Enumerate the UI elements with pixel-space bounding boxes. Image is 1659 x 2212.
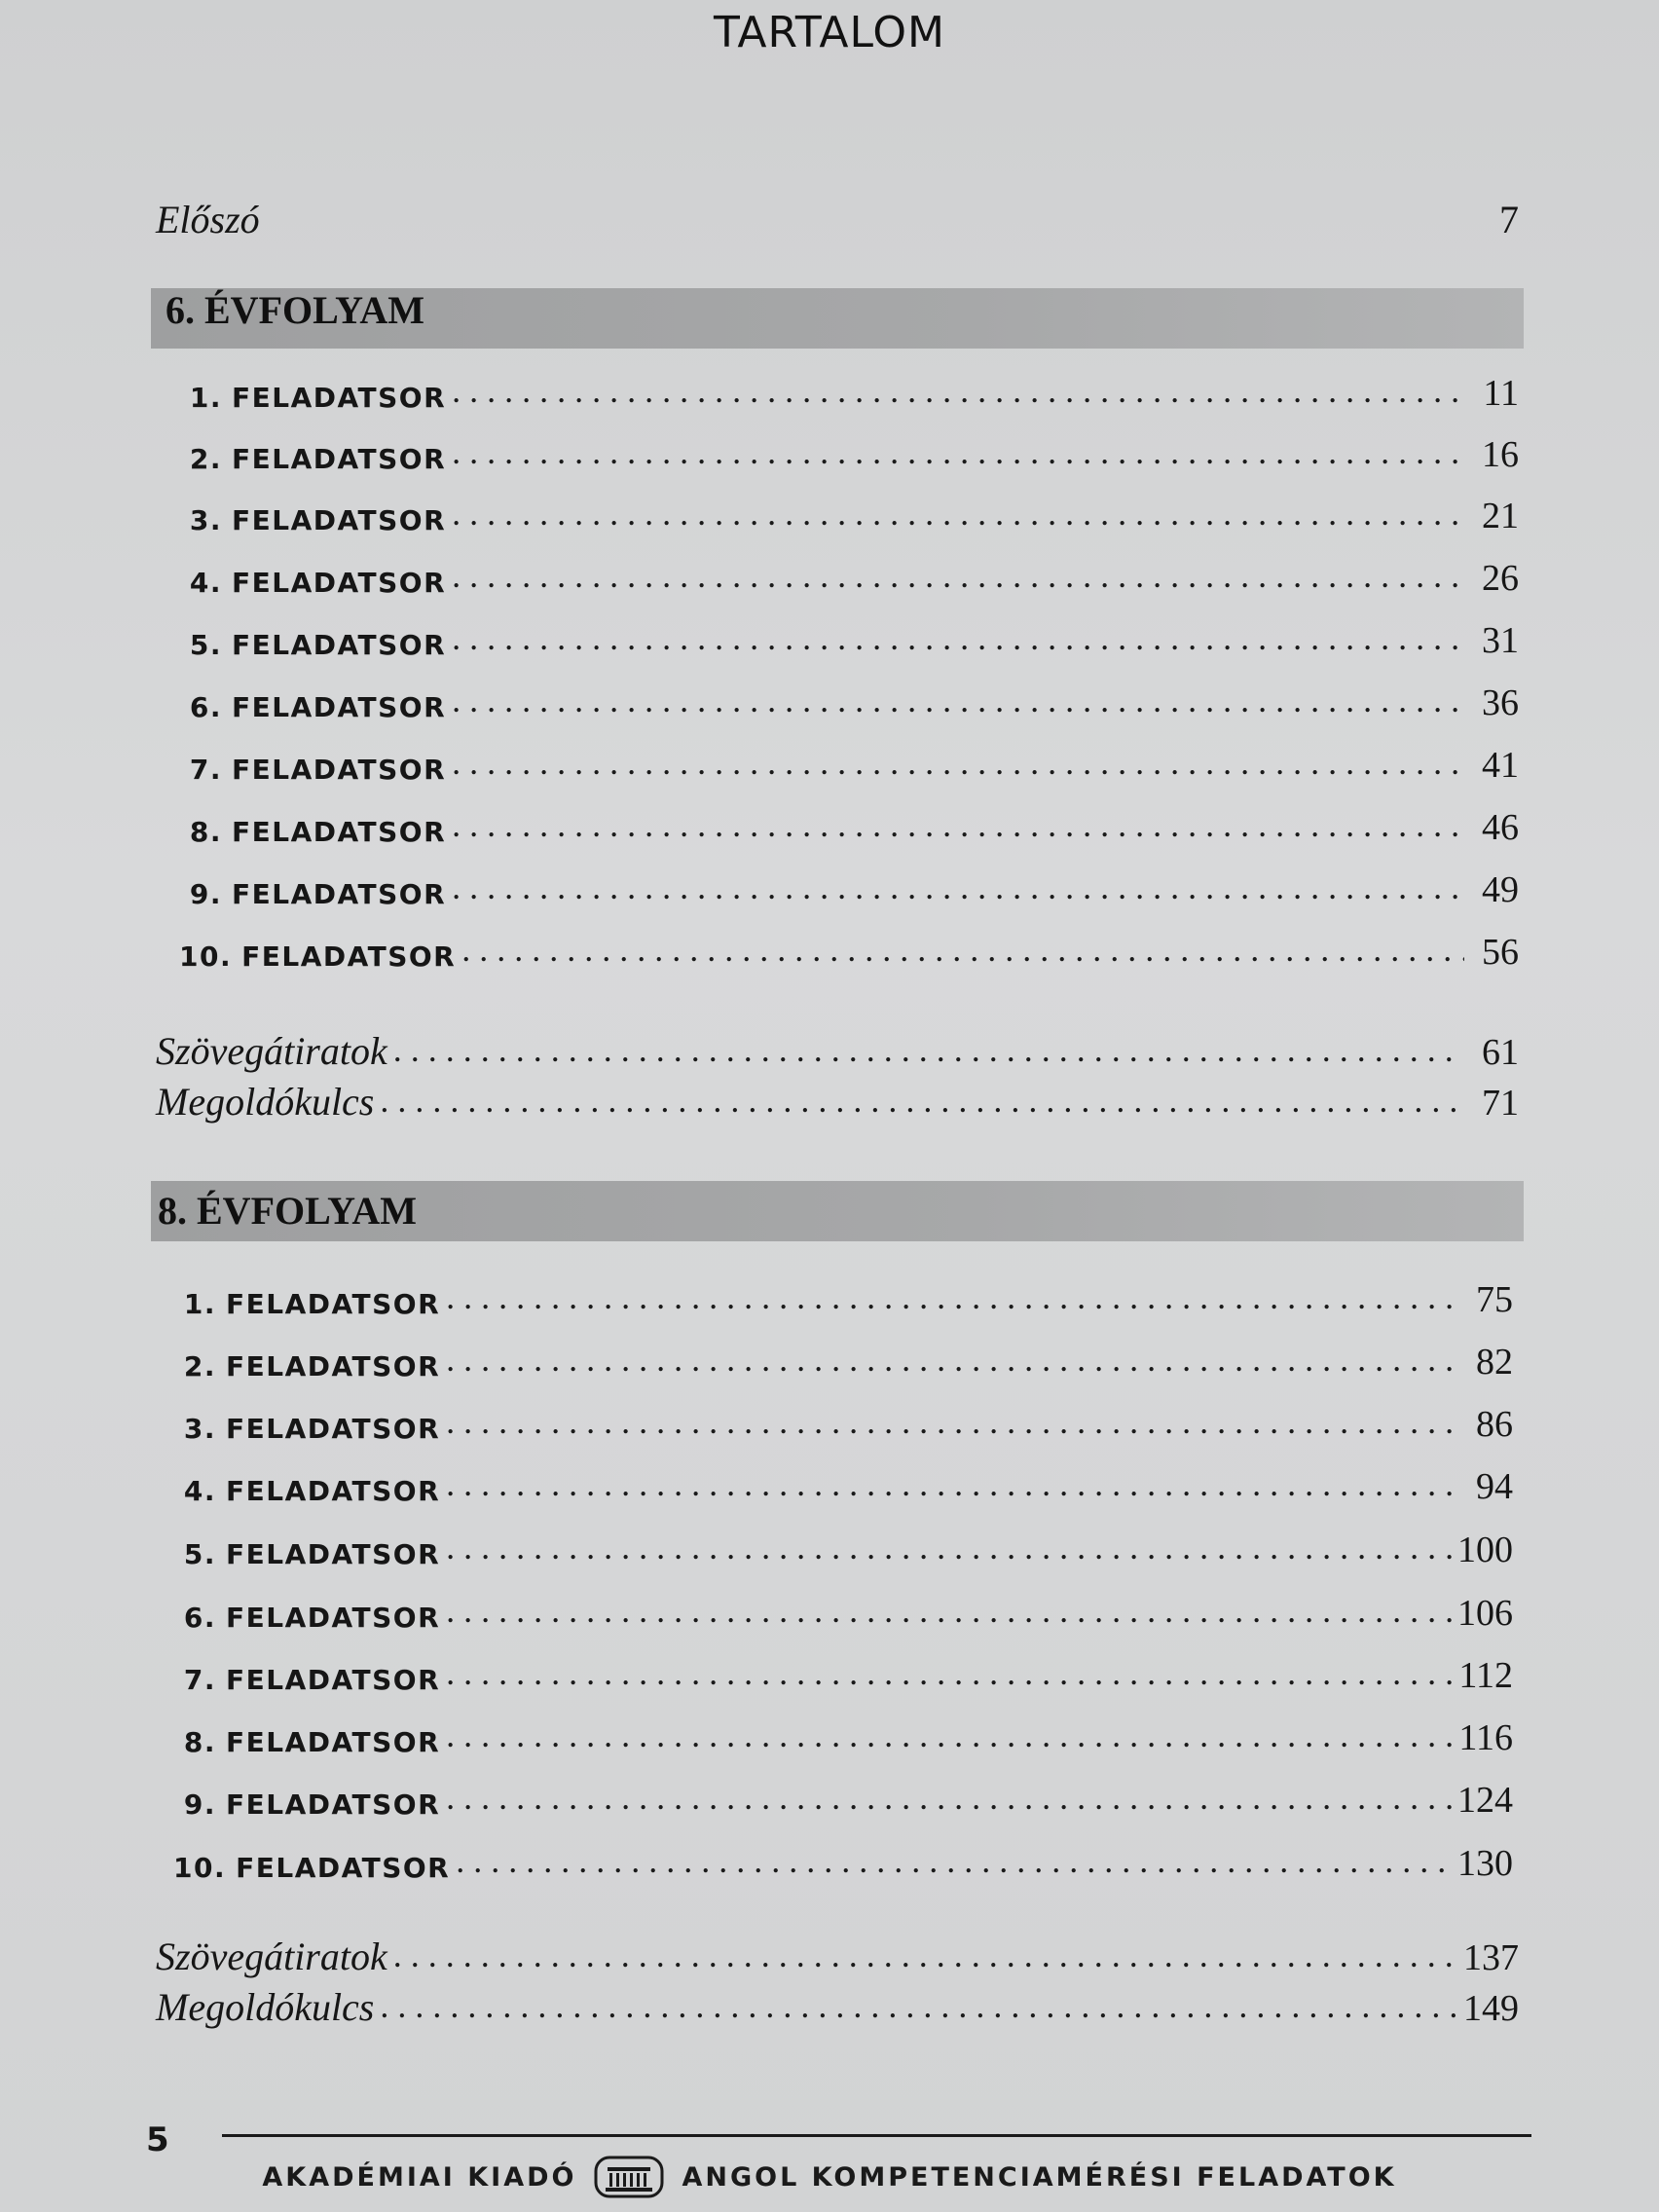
toc-entry-feladatsor[interactable] bbox=[156, 663, 1519, 721]
toc-entry-text: FELADATSOR bbox=[232, 382, 447, 414]
dot-leader bbox=[446, 1593, 1452, 1628]
toc-entry-page: 100 bbox=[1457, 1530, 1513, 1570]
toc-entry-feladatsor[interactable] bbox=[156, 788, 1519, 846]
toc-entry-text: FELADATSOR bbox=[232, 878, 447, 910]
toc-entry-number: 8. bbox=[183, 1726, 216, 1758]
toc-entry-label bbox=[150, 1604, 440, 1632]
toc-entry-page: 31 bbox=[1482, 620, 1519, 661]
toc-entry-number: 3. bbox=[189, 504, 222, 536]
toc-entry-text: FELADATSOR bbox=[232, 691, 447, 723]
toc-entry-label bbox=[150, 1475, 441, 1507]
toc-entry-number: 7. bbox=[183, 1664, 216, 1696]
toc-entry-number: 1. bbox=[183, 1288, 216, 1320]
toc-entry-label: Szövegátiratok bbox=[156, 1935, 387, 1978]
dot-leader bbox=[446, 1342, 1458, 1377]
toc-entry-label bbox=[150, 1852, 451, 1884]
toc-entry-label bbox=[150, 1538, 441, 1570]
toc-entry-page: 49 bbox=[1482, 869, 1519, 910]
dot-leader bbox=[456, 1843, 1452, 1878]
toc-entry-text: FELADATSOR bbox=[226, 1413, 441, 1445]
toc-entry-text: FELADATSOR bbox=[226, 1288, 441, 1320]
toc-entry-label bbox=[156, 443, 447, 475]
toc-entry-text: FELADATSOR bbox=[226, 1350, 441, 1382]
toc-entry-feladatsor[interactable] bbox=[150, 1510, 1513, 1568]
footer-rule bbox=[222, 2134, 1531, 2137]
toc-entry-number: 9. bbox=[189, 878, 222, 910]
footer bbox=[0, 2154, 1659, 2200]
toc-entry-feladatsor[interactable] bbox=[156, 912, 1519, 971]
toc-entry-page: 61 bbox=[1482, 1032, 1519, 1073]
toc-entry-number: 7. bbox=[189, 754, 222, 786]
toc-entry-text: FELADATSOR bbox=[226, 1538, 441, 1570]
toc-entry-feladatsor[interactable] bbox=[156, 725, 1519, 784]
dot-leader bbox=[452, 869, 1464, 904]
toc-entry-label bbox=[156, 382, 447, 414]
toc-entry-feladatsor[interactable] bbox=[150, 1573, 1513, 1632]
dot-leader bbox=[452, 807, 1464, 842]
toc-entry-number: 2. bbox=[189, 443, 222, 475]
dot-leader bbox=[446, 1530, 1452, 1565]
toc-entry-number: 5. bbox=[189, 629, 222, 661]
toc-entry-number: 6. bbox=[183, 1602, 216, 1634]
toc-entry-label bbox=[156, 504, 447, 536]
toc-entry-feladatsor[interactable] bbox=[156, 476, 1519, 535]
toc-entry-text: FELADATSOR bbox=[232, 754, 447, 786]
toc-entry-label bbox=[150, 1788, 441, 1821]
toc-entry-feladatsor[interactable] bbox=[150, 1698, 1513, 1756]
toc-entry-feladatsor[interactable] bbox=[156, 415, 1519, 473]
dot-leader bbox=[452, 558, 1464, 593]
toc-entry-number: 10. bbox=[179, 940, 233, 973]
toc-entry-page: 124 bbox=[1457, 1780, 1513, 1821]
toc-entry-page: 7 bbox=[1499, 198, 1519, 241]
dot-leader bbox=[446, 1466, 1458, 1501]
toc-entry-text: FELADATSOR bbox=[232, 443, 447, 475]
toc-entry-feladatsor[interactable] bbox=[150, 1760, 1513, 1819]
toc-entry-label bbox=[150, 1413, 441, 1445]
toc-entry-number: 10. bbox=[173, 1852, 227, 1884]
toc-entry-page: 16 bbox=[1482, 434, 1519, 475]
toc-entry-feladatsor[interactable] bbox=[156, 601, 1519, 659]
toc-entry-page: 106 bbox=[1457, 1593, 1513, 1634]
toc-entry-text: FELADATSOR bbox=[226, 1475, 441, 1507]
toc-entry-label bbox=[156, 691, 447, 723]
toc-entry-number: 6. bbox=[189, 691, 222, 723]
toc-entry-page: 149 bbox=[1463, 1988, 1519, 2029]
toc-entry-number: 5. bbox=[183, 1538, 216, 1570]
toc-entry-feladatsor[interactable] bbox=[156, 353, 1519, 412]
toc-entry-text: FELADATSOR bbox=[232, 629, 447, 661]
toc-entry-page: 94 bbox=[1476, 1466, 1513, 1507]
toc-entry-appendix[interactable] bbox=[156, 1918, 1519, 1976]
toc-entry-feladatsor[interactable] bbox=[156, 850, 1519, 908]
dot-leader bbox=[452, 496, 1464, 531]
toc-entry-page: 137 bbox=[1463, 1937, 1519, 1978]
dot-leader bbox=[452, 682, 1464, 718]
toc-entry-label: Megoldókulcs bbox=[156, 1985, 375, 2029]
dot-leader bbox=[452, 434, 1464, 469]
toc-entry-label: Szövegátiratok bbox=[156, 1029, 387, 1073]
toc-entry-page: 130 bbox=[1457, 1843, 1513, 1884]
toc-entry-appendix[interactable] bbox=[156, 1063, 1519, 1122]
toc-entry-text: FELADATSOR bbox=[241, 940, 457, 973]
toc-entry-feladatsor[interactable] bbox=[150, 1260, 1513, 1318]
toc-entry-label bbox=[150, 1664, 441, 1696]
section-title-8: 8. ÉVFOLYAM bbox=[158, 1189, 417, 1233]
dot-leader bbox=[461, 932, 1464, 967]
toc-entry-label bbox=[156, 816, 447, 848]
toc-entry-number: 4. bbox=[189, 567, 222, 599]
toc-entry-page: 41 bbox=[1482, 745, 1519, 786]
toc-entry-label bbox=[156, 629, 447, 661]
toc-entry-label bbox=[156, 940, 457, 973]
toc-entry-page: 71 bbox=[1482, 1083, 1519, 1124]
toc-entry-text: FELADATSOR bbox=[226, 1602, 441, 1634]
toc-entry-feladatsor[interactable] bbox=[150, 1322, 1513, 1381]
toc-entry-page: 116 bbox=[1458, 1717, 1513, 1758]
toc-entry-eloszo[interactable] bbox=[156, 181, 1519, 240]
footer-publisher: AKADÉMIAI KIADÓ bbox=[262, 2161, 577, 2193]
toc-entry-appendix[interactable] bbox=[156, 1013, 1519, 1071]
dot-leader bbox=[452, 745, 1464, 780]
toc-entry-page: 11 bbox=[1483, 373, 1519, 414]
toc-entry-text: FELADATSOR bbox=[232, 504, 447, 536]
toc-entry-text: FELADATSOR bbox=[232, 567, 447, 599]
toc-entry-page: 56 bbox=[1482, 932, 1519, 973]
toc-entry-feladatsor[interactable] bbox=[150, 1384, 1513, 1443]
footer-page-number: 5 bbox=[146, 2120, 169, 2159]
toc-entry-feladatsor[interactable] bbox=[150, 1824, 1513, 1882]
dot-leader bbox=[446, 1279, 1458, 1314]
toc-entry-page: 36 bbox=[1482, 682, 1519, 723]
toc-entry-label bbox=[150, 1350, 441, 1382]
toc-entry-number: 2. bbox=[183, 1350, 216, 1382]
toc-entry-label bbox=[156, 756, 446, 784]
dot-leader bbox=[393, 1937, 1457, 1972]
toc-entry-number: 1. bbox=[189, 382, 222, 414]
toc-entry-page: 26 bbox=[1482, 558, 1519, 599]
publisher-building-icon bbox=[594, 2154, 664, 2200]
toc-entry-label bbox=[156, 567, 447, 599]
toc-entry-label bbox=[150, 1726, 441, 1758]
toc-entry-number: 9. bbox=[183, 1788, 216, 1821]
toc-entry-number: 8. bbox=[189, 816, 222, 848]
page-title: TARTALOM bbox=[713, 8, 946, 57]
dot-leader bbox=[452, 620, 1464, 655]
toc-entry-text: FELADATSOR bbox=[226, 1788, 441, 1821]
toc-entry-label bbox=[156, 878, 447, 910]
toc-entry-page: 112 bbox=[1458, 1655, 1513, 1696]
toc-entry-feladatsor[interactable] bbox=[150, 1447, 1513, 1505]
toc-entry-page: 21 bbox=[1482, 496, 1519, 536]
dot-leader bbox=[380, 1083, 1464, 1118]
toc-entry-page: 75 bbox=[1476, 1279, 1513, 1320]
toc-entry-text: FELADATSOR bbox=[226, 1664, 441, 1696]
toc-entry-page: 86 bbox=[1476, 1404, 1513, 1445]
toc-entry-label: Előszó bbox=[156, 198, 260, 241]
toc-entry-number: 4. bbox=[183, 1475, 216, 1507]
dot-leader bbox=[446, 1404, 1458, 1439]
toc-entry-page: 82 bbox=[1476, 1342, 1513, 1382]
toc-entry-feladatsor[interactable] bbox=[150, 1636, 1513, 1694]
toc-entry-page: 46 bbox=[1482, 807, 1519, 848]
toc-entry-text: FELADATSOR bbox=[226, 1726, 441, 1758]
toc-entry-number: 3. bbox=[183, 1413, 216, 1445]
dot-leader bbox=[380, 1988, 1457, 2023]
toc-entry-feladatsor[interactable] bbox=[156, 538, 1519, 597]
toc-entry-label: Megoldókulcs bbox=[156, 1080, 375, 1124]
dot-leader bbox=[393, 1032, 1464, 1067]
dot-leader bbox=[446, 1655, 1453, 1690]
toc-entry-label bbox=[150, 1288, 441, 1320]
dot-leader bbox=[446, 1717, 1453, 1752]
dot-leader bbox=[446, 1780, 1452, 1815]
toc-entry-appendix[interactable] bbox=[156, 1969, 1519, 2027]
footer-book-title: ANGOL KOMPETENCIAMÉRÉSI FELADATOK bbox=[682, 2161, 1397, 2193]
toc-entry-text: FELADATSOR bbox=[236, 1852, 451, 1884]
dot-leader bbox=[452, 373, 1464, 408]
toc-entry-text: FELADATSOR bbox=[232, 816, 447, 848]
section-title-6: 6. ÉVFOLYAM bbox=[166, 288, 424, 332]
